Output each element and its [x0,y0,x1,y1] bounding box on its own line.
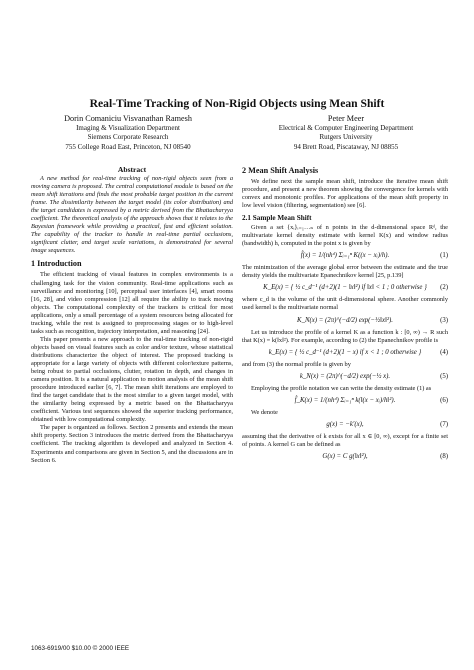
paragraph: The paper is organized as follows. Section 2 presents and extends the mean shift property. Section 3 introduces the metric derived from the Bhattacharyya coefficient. The tracking algorithm is developed and analyzed in Section 4. Experiments and comparisons are given in Section 5, and the discussions are in Section 6. [31,424,233,464]
section-heading-mean-shift: 2 Mean Shift Analysis [242,166,319,175]
paragraph: assuming that the derivative of k exists for all x ∈ [0, ∞), except for a finite set of points. A kernel G can be defined as [242,432,448,448]
paragraph: This paper presents a new approach to the real-time tracking of non-rigid objects based on visual features such as color and/or texture, whose statistical distributions characterize the object of interest. The proposed tracking is appropriate for a large variety of objects with different color/texture patterns, being robust to partial occlusions, clutter, rotation in depth, and changes in camera position. It is a natural application to motion analysis of the mean shift procedure introduced earlier [6, 7]. The mean shift iterations are employed to find the target candidate that is the most similar to a given target model, with the similarity being expressed by a metric based on the Bhattacharyya coefficient. Various test sequences showed the superior tracking performance, obtained with low computational complexity. [31,335,233,424]
author-names: Peter Meer [327,114,365,123]
abstract-text: A new method for real-time tracking of non-rigid objects seen from a moving camera is proposed. The central computational module is based on the mean shift iterations and finds the most probable target position in the current frame. The dissimilarity between the target model (its color distribution) and the target candidates is expressed by a metric derived from the Bhattacharyya coefficient. The theoretical analysis of the approach shows that it relates to the Bayesian framework while providing a practical, fast and efficient solution. The capability of the tracker to handle in real-time partial occlusions, significant clutter, and target scale variations, is demonstrated for several image sequences. [31,175,233,255]
paper-title: Real-Time Tracking of Non-Rigid Objects using Mean Shift [89,97,385,110]
equation-body: G(x) = C g(‖x‖²), [322,452,368,460]
equation-body: f̂(x) = 1/(nhᵈ) Σᵢ₌₁ⁿ K((x − xᵢ)/h). [300,252,390,260]
copyright-footer: 1063-6919/00 $10.00 © 2000 IEEE [31,645,130,652]
equation-3 [242,315,448,327]
equation-number: (1) [440,252,448,260]
equation-body: g(x) = −k′(x), [326,420,364,428]
paragraph: and from (3) the normal profile is given by [242,360,351,368]
equation-7 [242,419,448,431]
equation-6 [242,395,448,407]
paragraph: We define next the sample mean shift, introduce the iterative mean shift procedure, and present a new theorem showing the convergence for kernels with convex and monotonic profiles. For applications of the mean shift property in low level vision (filtering, segmentation) see [6]. [242,178,448,210]
paragraph: Let us introduce the profile of a kernel K as a function k : [0, ∞) → R such that K(x) = k(‖x‖²). For example, according to (2) the Epanechnikov profile is [242,328,448,344]
equation-4 [242,347,448,359]
equation-2 [242,282,448,294]
equation-body: K_E(x) = { ½ c_d⁻¹ (d+2)(1 − ‖x‖²) if ‖x‖ < 1 ; 0 otherwise } [263,284,427,292]
paragraph: Employing the profile notation we can write the density estimate (1) as [251,384,432,392]
paragraph: We denote [251,408,278,416]
paragraph: where c_d is the volume of the unit d-dimensional sphere. Another commonly used kernel is the multivariate normal [242,296,448,312]
equation-number: (7) [440,420,448,428]
equation-1 [242,250,448,262]
left-column [31,165,233,465]
affiliation-line: Siemens Corporate Research [87,133,169,142]
equation-number: (8) [440,452,448,460]
subsection-heading: 2.1 Sample Mean Shift [242,214,312,223]
equation-body: K_N(x) = (2π)^(−d/2) exp(−½‖x‖²). [297,316,393,324]
affiliation-line: Rutgers University [319,133,373,142]
section-heading-introduction: 1 Introduction [31,259,82,269]
equation-body: k_N(x) = (2π)^(−d/2) exp(−½ x). [299,372,391,380]
equation-number: (4) [440,348,448,356]
abstract-heading: Abstract [117,165,147,174]
paragraph: The minimization of the average global error between the estimate and the true density yields the multivariate Epanechnikov kernel [25, p.139] [242,264,448,280]
equation-number: (6) [440,396,448,404]
author-block-right [246,113,446,152]
affiliation-line: Electrical & Computer Engineering Department [278,124,414,132]
author-names: Dorin Comaniciu Visvanathan Ramesh [64,114,192,123]
equation-body: k_E(x) = { ½ c_d⁻¹ (d+2)(1 − x) if x < 1 ; 0 otherwise } [268,348,422,356]
right-column [242,165,448,465]
paragraph: Given a set {xᵢ}ᵢ₌₁…ₙ of n points in the d-dimensional space Rᵈ, the multivariate kernel density estimate with kernel K(x) and window radius (bandwidth) h, computed in the point x is given by [242,224,448,248]
equation-number: (5) [440,372,448,380]
equation-number: (2) [440,284,448,292]
equation-number: (3) [440,316,448,324]
equation-8 [242,451,448,463]
equation-5 [242,371,448,383]
affiliation-line: 94 Brett Road, Piscataway, NJ 08855 [293,142,399,151]
author-block-left [28,113,228,152]
affiliation-line: Imaging & Visualization Department [76,124,180,132]
equation-body: f̂_K(x) = 1/(nhᵈ) Σᵢ₌₁ⁿ k(‖(x − xᵢ)/h‖²). [294,396,396,404]
affiliation-line: 755 College Road East, Princeton, NJ 08540 [65,142,191,151]
paragraph: The efficient tracking of visual features in complex environments is a challenging task for the vision community. Real-time applications such as surveillance and monitoring [10], perceptual user interfaces [4], smart rooms [16, 28], and video compression [12] all require the ability to track moving objects. The computational complexity of the trackers is critical for most applications, only a small percentage of a system resources being allocated for tracking, while the rest is assigned to preprocessing stages or to high-level tasks such as recognition, trajectory interpretation, and reasoning [24]. [31,271,233,335]
